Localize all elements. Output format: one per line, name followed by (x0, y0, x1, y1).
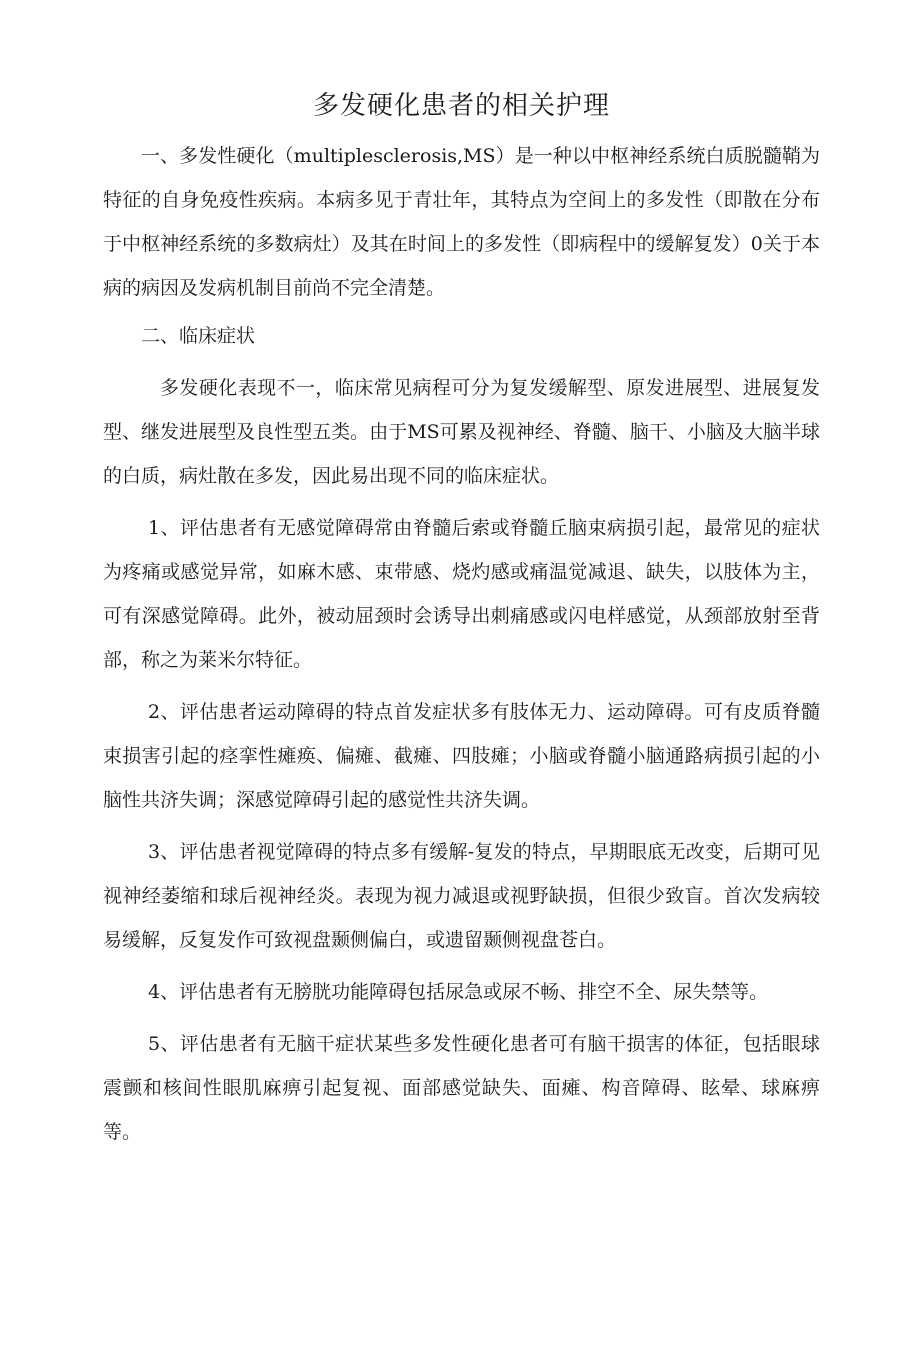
intro-paragraph: 一、多发性硬化（multiplesclerosis,MS）是一种以中枢神经系统白质脱髓鞘为特征的自身免疫性疾病。本病多见于青壮年，其特点为空间上的多发性（即散在分布于中枢神经系统的多数病灶）及其在时间上的多发性（即病程中的缓解复发）0关于本病的病因及发病机制目前尚不完全清楚。 (103, 145, 820, 299)
symptom-item-visual: 3、评估患者视觉障碍的特点多有缓解-复发的特点，早期眼底无改变，后期可见视神经萎缩和球后视神经炎。表现为视力减退或视野缺损，但很少致盲。首次发病较易缓解，反复发作可致视盘颞侧偏白，或遗留颞侧视盘苍白。 (103, 841, 820, 951)
symptom-item-motor: 2、评估患者运动障碍的特点首发症状多有肢体无力、运动障碍。可有皮质脊髓束损害引起的痉挛性瘫痪、偏瘫、截瘫、四肢瘫；小脑或脊髓小脑通路病损引起的小脑性共济失调；深感觉障碍引起的感觉性共济失调。 (103, 701, 820, 811)
symptom-item-bladder: 4、评估患者有无膀胱功能障碍包括尿急或尿不畅、排空不全、尿失禁等。 (148, 981, 769, 1003)
clinical-overview-paragraph: 多发硬化表现不一，临床常见病程可分为复发缓解型、原发进展型、进展复发型、继发进展型及良性型五类。由于MS可累及视神经、脊髓、脑干、小脑及大脑半球的白质，病灶散在多发，因此易出现不同的临床症状。 (103, 377, 820, 487)
section-heading-clinical-symptoms: 二、临床症状 (141, 325, 256, 347)
symptom-item-sensory: 1、评估患者有无感觉障碍常由脊髓后索或脊髓丘脑束病损引起，最常见的症状为疼痛或感觉异常，如麻木感、束带感、烧灼感或痛温觉减退、缺失，以肢体为主，可有深感觉障碍。此外，被动屈颈时会诱导出刺痛感或闪电样感觉，从颈部放射至背部，称之为莱米尔特征。 (103, 517, 820, 671)
document-title: 多发硬化患者的相关护理 (312, 91, 610, 121)
symptom-item-brainstem: 5、评估患者有无脑干症状某些多发性硬化患者可有脑干损害的体征，包括眼球震颤和核间性眼肌麻痹引起复视、面部感觉缺失、面瘫、构音障碍、眩晕、球麻痹等。 (103, 1033, 820, 1143)
